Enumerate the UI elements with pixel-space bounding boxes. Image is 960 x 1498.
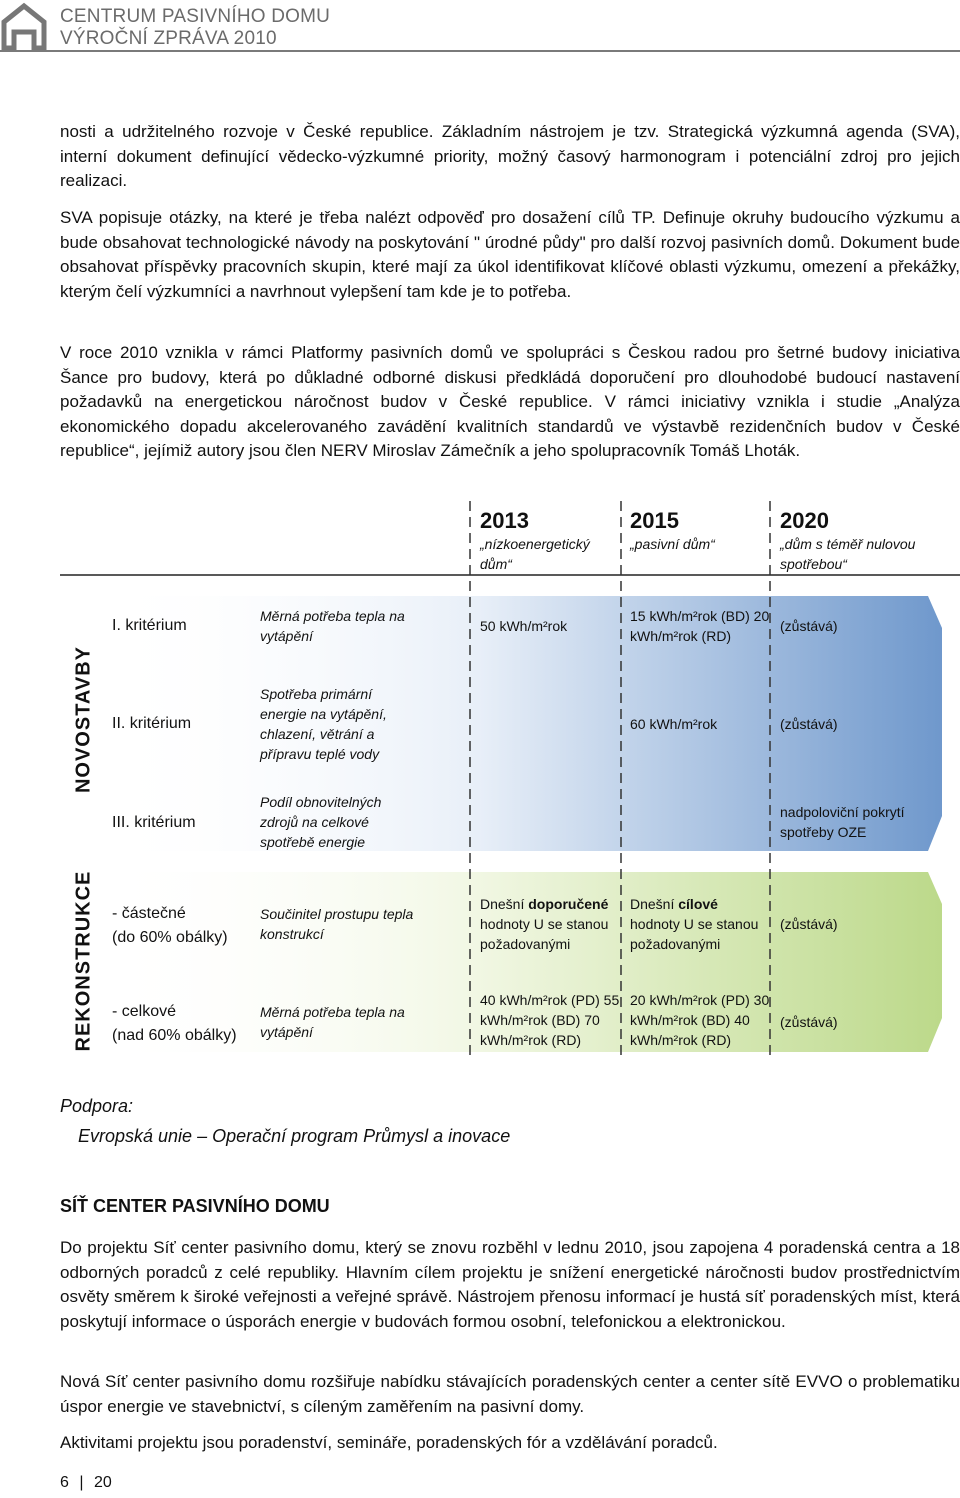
rekonstrukce-full-2013: 40 kWh/m²rok (PD) 55 kWh/m²rok (BD) 70 kWh/m²rok (RD) xyxy=(480,992,620,1048)
rekonstrukce-full xyxy=(112,1000,237,1048)
page-total: 20 xyxy=(93,1474,112,1491)
criterion-2: II. kritérium xyxy=(112,715,192,732)
rekonstrukce-partial-title: - částečné xyxy=(112,905,186,922)
section-paragraph-3: Aktivitami projektu jsou poradenství, semináře, poradenských fór a vzdělávání poradců. xyxy=(60,1433,718,1452)
year-2013-desc: „nízkoenergetický dům“ xyxy=(480,536,590,572)
rekonstrukce-partial-2015: Dnešní cílové hodnoty U se stanou požadovanými xyxy=(630,896,759,952)
energy-requirements-table xyxy=(60,496,960,1066)
criterion-3-2020: nadpoloviční pokrytí spotřeby OZE xyxy=(780,804,905,840)
criterion-3: III. kritérium xyxy=(112,814,196,831)
criterion-1-2013: 50 kWh/m²rok xyxy=(480,618,568,634)
novostavby-label: NOVOSTAVBY xyxy=(72,645,95,794)
criterion-3-desc: Podíl obnovitelných zdrojů na celkové spotřebě energie xyxy=(260,794,382,850)
rekonstrukce-partial xyxy=(112,902,228,950)
paragraph-1: nosti a udržitelného rozvoje v České republice. Základním nástrojem je tzv. Strategická výzkumná agenda (SVA), interní dokument definující vědecko-výzkumné priority, možný časový harmonogram i potenciální zdroj pro jejich realizaci. xyxy=(60,122,960,190)
rekonstrukce-partial-scope: (do 60% obálky) xyxy=(112,929,228,946)
year-2013: 2013 xyxy=(480,508,529,533)
header-title-line1: CENTRUM PASIVNÍHO DOMU xyxy=(60,6,331,27)
criterion-1-2015: 15 kWh/m²rok (BD) 20 kWh/m²rok (RD) xyxy=(630,608,770,644)
criterion-2-2015: 60 kWh/m²rok xyxy=(630,716,718,732)
year-2020-desc: „dům s téměř nulovou spotřebou“ xyxy=(780,536,916,572)
rekonstrukce-full-scope: (nad 60% obálky) xyxy=(112,1027,237,1044)
rekonstrukce-partial-2013: Dnešní doporučené hodnoty U se stanou požadovanými xyxy=(480,896,609,952)
criterion-2-2020: (zůstává) xyxy=(780,716,838,732)
rekonstrukce-partial-desc: Součinitel prostupu tepla konstrukcí xyxy=(260,906,414,942)
page-number: 6 | 20 xyxy=(60,1474,112,1491)
criterion-1-2020: (zůstává) xyxy=(780,618,838,634)
support-text: Evropská unie – Operační program Průmysl a inovace xyxy=(78,1126,511,1146)
year-2015: 2015 xyxy=(630,508,679,533)
section-title: SÍŤ CENTER PASIVNÍHO DOMU xyxy=(60,1196,330,1216)
page-current: 6 xyxy=(60,1474,69,1491)
support-label: Podpora: xyxy=(60,1096,134,1116)
rekonstrukce-full-2015: 20 kWh/m²rok (PD) 30 kWh/m²rok (BD) 40 kWh/m²rok (RD) xyxy=(630,992,770,1048)
header-title-line2: VÝROČNÍ ZPRÁVA 2010 xyxy=(60,28,277,49)
paragraph-3: V roce 2010 vznikla v rámci Platformy pasivních domů ve spolupráci s Českou radou pro šetrné budovy iniciativa Šance pro budovy, která po důkladné odborné diskusi předkládá doporučení pro dlouhodobé budoucí nastavení požadavků na energetickou náročnost budov v České republice. V rámci iniciativy vznikla i studie „Analýza ekonomického dopadu akcelerovaného zavádění kvalitních standardů ve výstavbě rezidenčních budov v České republice“, jejímiž autory jsou člen NERV Miroslav Zámečník a jeho spolupracovník Tomáš Lhoták. xyxy=(60,343,960,460)
header-divider xyxy=(0,50,960,52)
criterion-2-desc: Spotřeba primární energie na vytápění, chlazení, větrání a přípravu teplé vody xyxy=(260,686,387,762)
rekonstrukce-full-2020: (zůstává) xyxy=(780,1014,838,1030)
criterion-1: I. kritérium xyxy=(112,617,187,634)
rekonstrukce-full-title: - celkové xyxy=(112,1003,177,1020)
section-paragraph-1: Do projektu Síť center pasivního domu, který se znovu rozběhl v lednu 2010, jsou zapojena 4 poradenská centra a 18 odborných poradců z celé republiky. Hlavním cílem projektu je snížení energetické náročnosti budov prostřednictvím osvěty směrem k široké veřejnosti a veřejné správě. Nástrojem přenosu informací je hustá síť poradenských míst, která poskytují informace o úsporách energie v budovách formou osobní, telefonickou a elektronickou. xyxy=(60,1238,960,1331)
year-2020: 2020 xyxy=(780,508,829,533)
criterion-1-desc: Měrná potřeba tepla na vytápění xyxy=(260,608,405,644)
report-header xyxy=(60,6,330,50)
table-graphics xyxy=(60,496,960,1066)
rekonstrukce-full-desc: Měrná potřeba tepla na vytápění xyxy=(260,1004,405,1040)
rekonstrukce-label: REKONSTRUKCE xyxy=(72,870,95,1052)
house-logo-icon xyxy=(0,2,48,50)
rekonstrukce-partial-2020: (zůstává) xyxy=(780,916,838,932)
section-paragraph-2: Nová Síť center pasivního domu rozšiřuje nabídku stávajících poradenských center a center sítě EVVO o problematiku úspor energie ve stavebnictví, s cíleným zaměřením na pasivní domy. xyxy=(60,1372,960,1416)
paragraph-2: SVA popisuje otázky, na které je třeba nalézt odpověď pro dosažení cílů TP. Definuje okruhy budoucího výzkumu a bude obsahovat technologické návody na poskytování " úrodné půdy" pro další rozvoj pasivních domů. Dokument bude obsahovat příspěvky pracovních skupin, které mají za úkol identifikovat klíčové oblasti výzkumu, omezení a překážky, kterým čelí výzkumníci a navrhnout vylepšení tam kde je to potřeba. xyxy=(60,208,960,301)
year-2015-desc: „pasivní dům“ xyxy=(630,536,715,552)
